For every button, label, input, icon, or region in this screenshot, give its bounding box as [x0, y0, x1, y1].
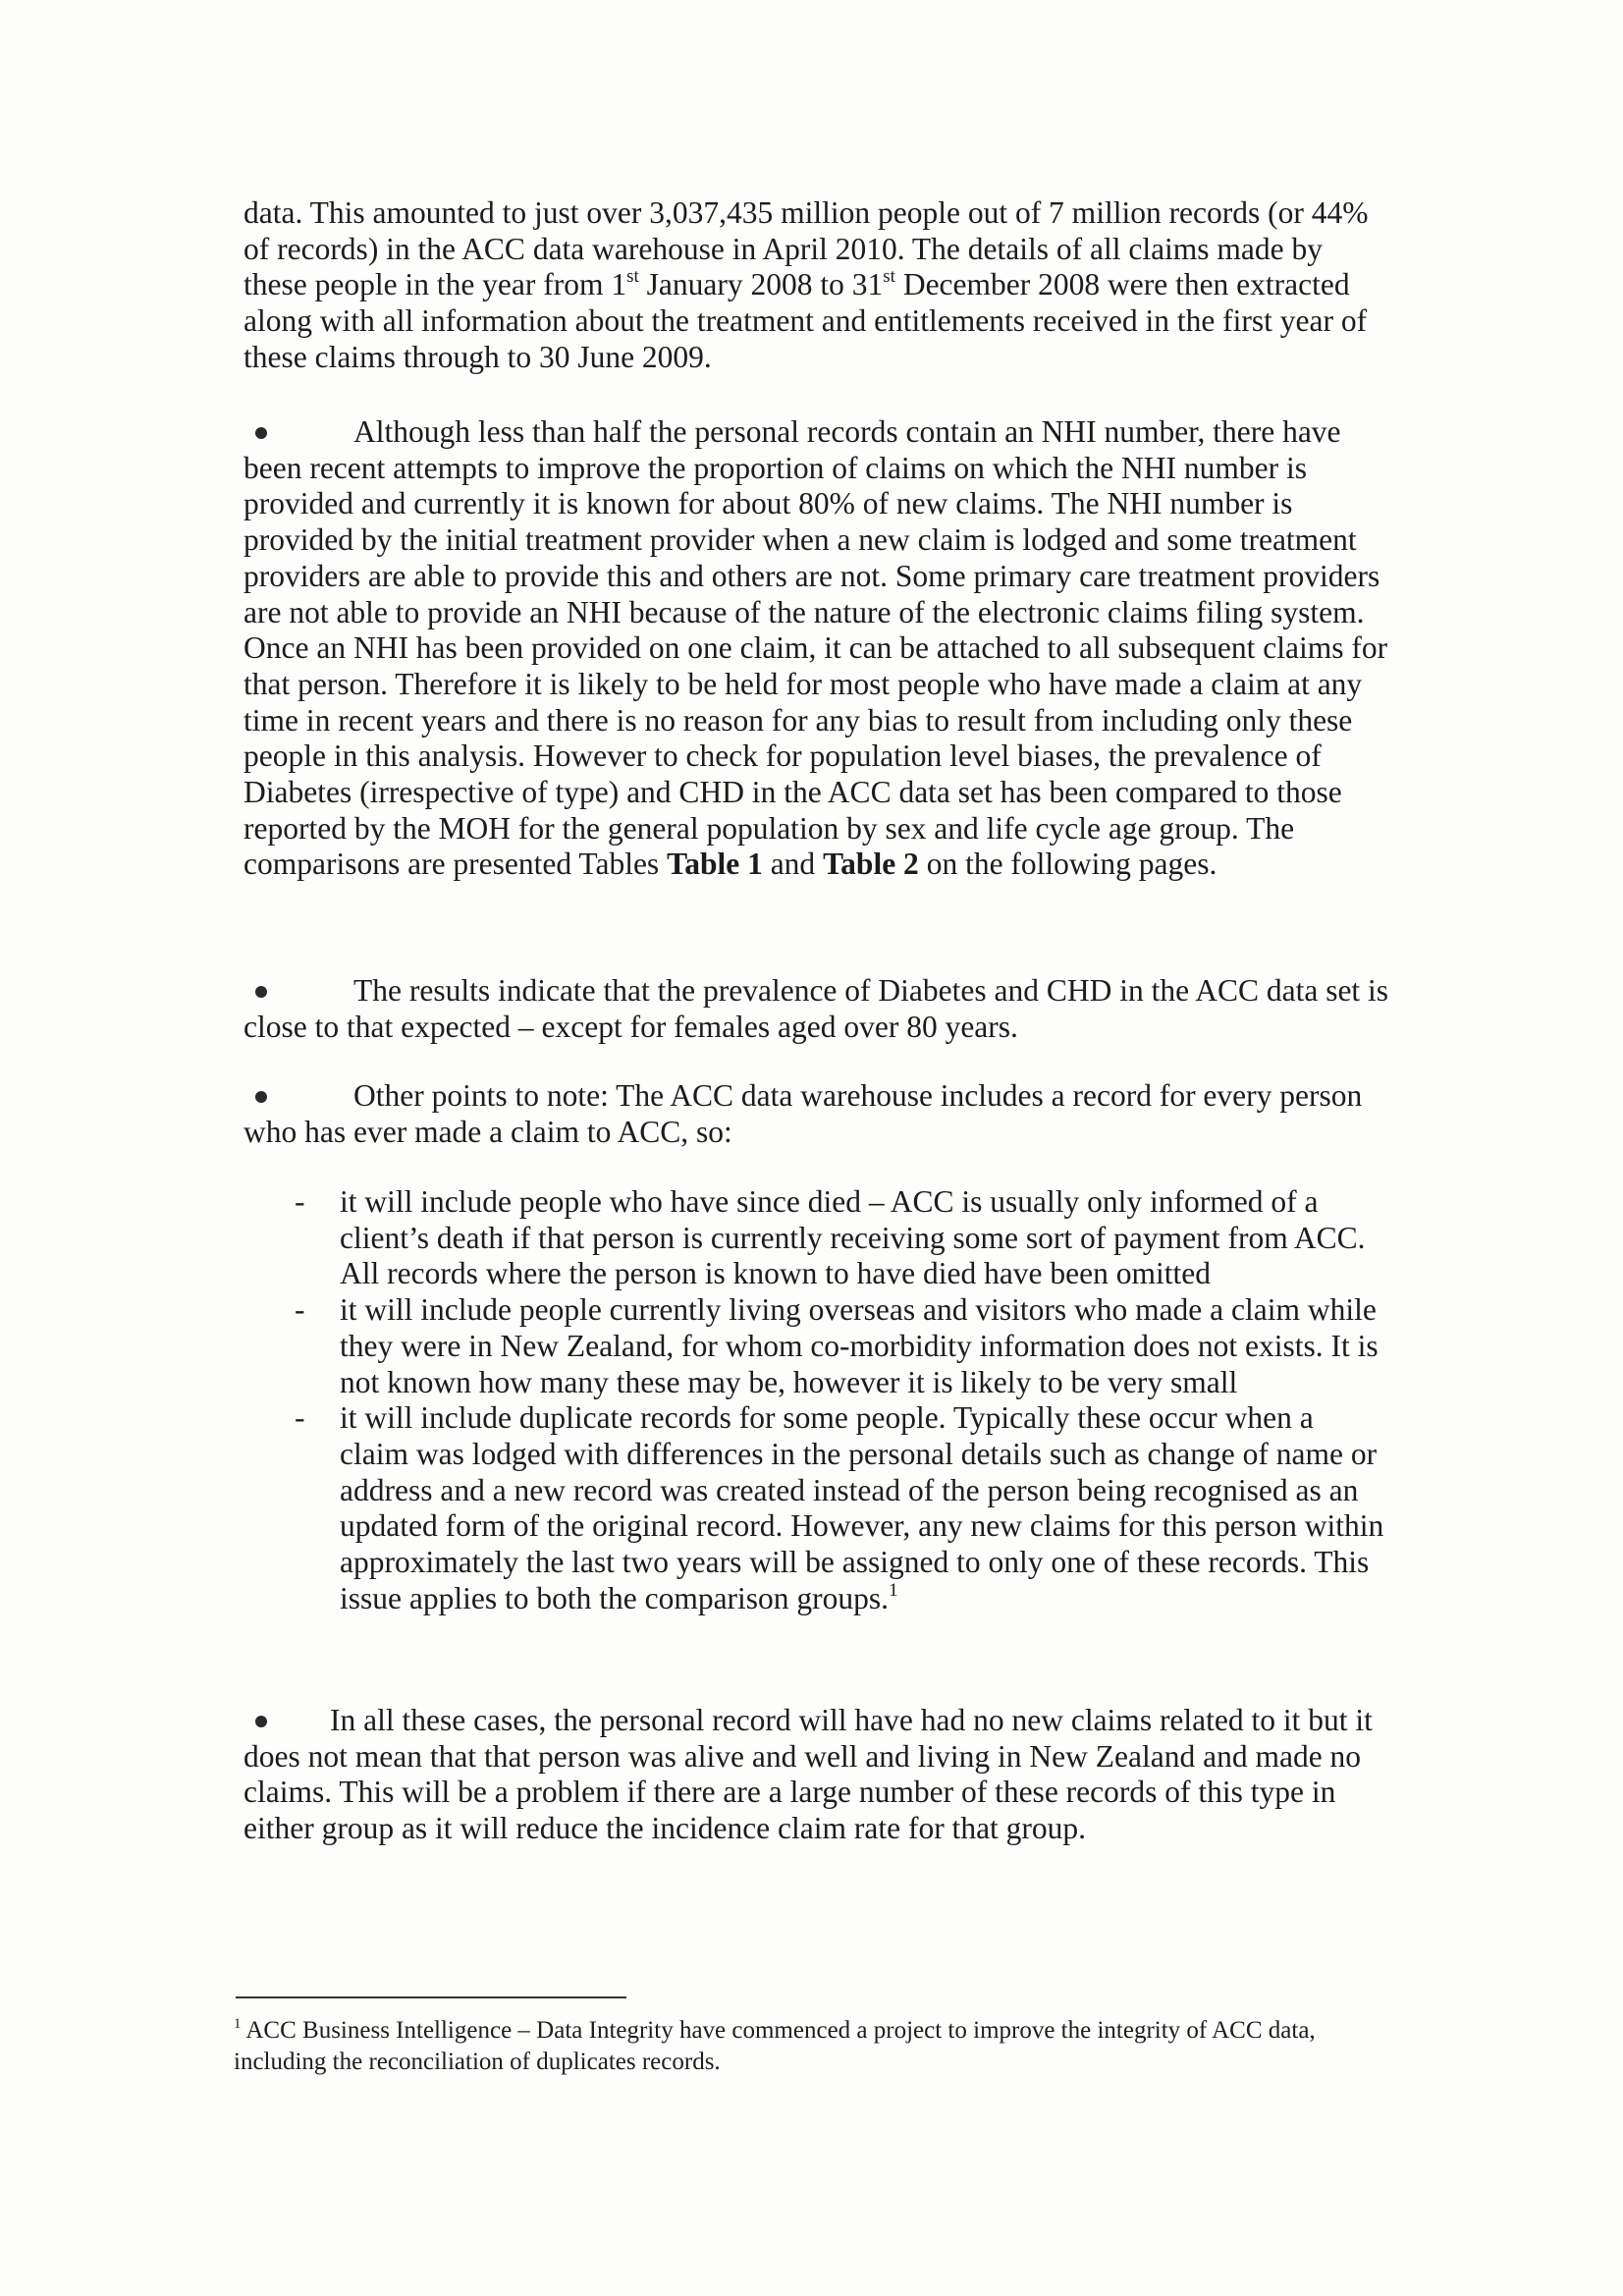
para1-text-c: December 2008 were then extracted along with all information about the treatment and entitlements received in the first year of these claims through to 30 June 2009.: [243, 267, 1368, 374]
list-item-text: it will include people currently living overseas and visitors who made a claim while they were in New Zealand, for whom co-morbidity information does not exists. It is not known how many these may be, however it is likely to be very small: [340, 1292, 1379, 1399]
list-item: [295, 1292, 1384, 1400]
dash-marker: -: [295, 1292, 305, 1328]
para1-text-b: January 2008 to 31: [638, 267, 884, 302]
footnote-marker: 1: [234, 2016, 242, 2032]
footnote-divider: [236, 1996, 626, 1998]
ordinal-suffix: st: [626, 266, 639, 288]
para1-text-a: data. This amounted to just over 3,037,435 million people out of 7 million records (or 44% of records) in the ACC data warehouse in April 2010. The details of all claims made by these people in the year from 1: [243, 195, 1369, 302]
bullet1-text-c: on the following pages.: [918, 847, 1217, 882]
list-item-text: it will include duplicate records for some people. Typically these occur when a claim was lodged with differences in the personal details such as change of name or address and a new record was created instead of the person being recognised as an updated form of the original record. However, any new claims for this person within approximately the last two years will be assigned to only one of these records. This issue applies to both the comparison groups.: [340, 1400, 1384, 1615]
footnote-reference: 1: [889, 1579, 898, 1601]
bullet-paragraph-nhi: [243, 414, 1392, 883]
bullet-dot-icon: [255, 986, 267, 998]
dash-marker: -: [295, 1184, 305, 1219]
bullet1-text-a: Although less than half the personal records contain an NHI number, there have been recent attempts to improve the proportion of claims on which the NHI number is provided and currently it is known for about 80% of new claims. The NHI number is provided by the initial treatment provider when a new claim is lodged and some treatment providers are able to provide this and others are not. Some primary care treatment providers are not able to provide an NHI because of the nature of the electronic claims filing system. Once an NHI has been provided on one claim, it can be attached to all subsequent claims for that person. Therefore it is likely to be held for most people who have made a claim at any time in recent years and there is no reason for any bias to result from including only these people in this analysis. However to check for population level biases, the prevalence of Diabetes (irrespective of type) and CHD in the ACC data set has been compared to those reported by the MOH for the general population by sex and life cycle age group. The comparisons are presented Tables: [243, 414, 1388, 882]
bullet1-text-b: and: [762, 847, 824, 882]
bullet-paragraph-other-points: [243, 1078, 1392, 1150]
table-ref-1: Table 1: [667, 847, 763, 882]
list-item: [295, 1184, 1384, 1292]
list-item-text: it will include people who have since died – ACC is usually only informed of a client’s death if that person is currently receiving some sort of payment from ACC. All records where the person is known to have died have been omitted: [340, 1184, 1366, 1291]
footnote: [234, 2015, 1392, 2078]
bullet3-text: Other points to note: The ACC data warehouse includes a record for every person who has ever made a claim to ACC, so:: [243, 1078, 1363, 1149]
dash-marker: -: [295, 1400, 305, 1436]
bullet-dot-icon: [255, 1091, 267, 1103]
bullet-paragraph-cases: [243, 1703, 1392, 1847]
paragraph-data-extraction: [243, 195, 1392, 376]
bullet-dot-icon: [255, 1716, 267, 1727]
bullet4-text: In all these cases, the personal record will have had no new claims related to it but it does not mean that that person was alive and well and living in New Zealand and made no claims. This will be a problem if there are a large number of these records of this type in either group as it will reduce the incidence claim rate for that group.: [243, 1703, 1373, 1846]
footnote-text: ACC Business Intelligence – Data Integrity have commenced a project to improve the integrity of ACC data, including the reconciliation of duplicates records.: [234, 2017, 1316, 2075]
table-ref-2: Table 2: [823, 847, 919, 882]
bullet2-text: The results indicate that the prevalence of Diabetes and CHD in the ACC data set is close to that expected – except for females aged over 80 years.: [243, 973, 1389, 1044]
bullet-paragraph-results: [243, 973, 1392, 1045]
bullet-dot-icon: [255, 427, 267, 439]
dash-list: [295, 1184, 1384, 1616]
list-item: [295, 1400, 1384, 1616]
ordinal-suffix: st: [883, 266, 895, 288]
